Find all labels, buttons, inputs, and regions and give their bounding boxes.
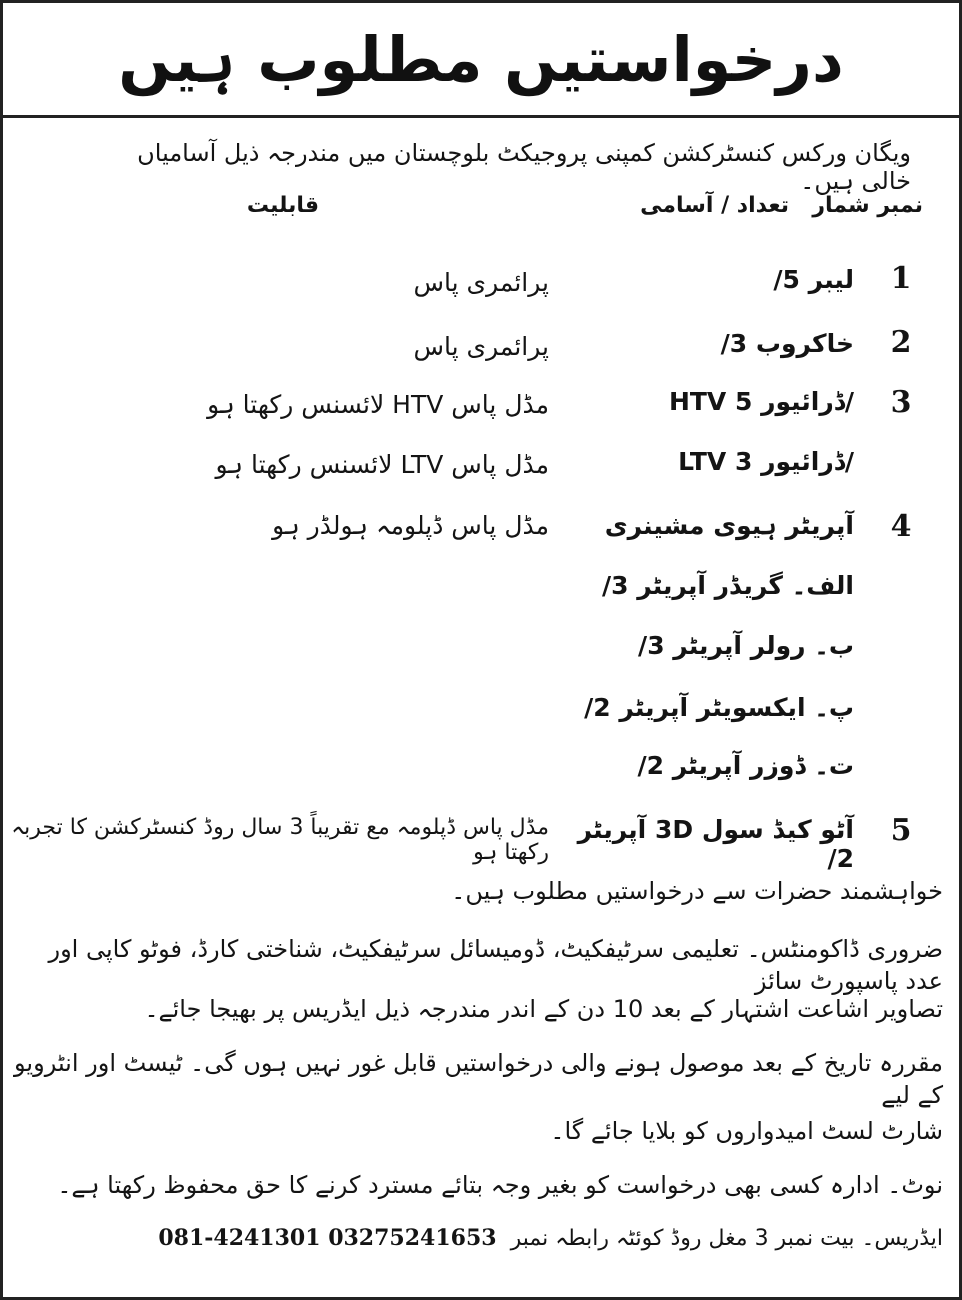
column-header-qualification: قابلیت bbox=[246, 193, 319, 218]
phone-numbers: 081-4241301 03275241653 bbox=[158, 1225, 497, 1251]
contact-line bbox=[13, 1225, 943, 1251]
paragraph: مقررہ تاریخ کے بعد موصول ہونے والی درخواستیں قابل غور نہیں ہوں گی۔ ٹیسٹ اور انٹرویو کے لیے bbox=[14, 1049, 943, 1110]
post-title: الف۔ گریڈر آپریٹر 3/ bbox=[602, 571, 854, 600]
qualification-text: پرائمری پاس bbox=[413, 332, 549, 361]
address-text: ایڈریس۔ بیت نمبر 3 مغل روڈ کوئٹہ رابطہ نمبر bbox=[510, 1225, 943, 1251]
post-title: آپریٹر ہیوی مشینری bbox=[604, 511, 854, 540]
paragraph: ضروری ڈاکومنٹس۔ تعلیمی سرٹیفکیٹ، ڈومیسائل سرٹیفکیٹ، شناختی کارڈ، فوٹو کاپی اور عدد پاسپورٹ سائز bbox=[48, 935, 943, 996]
column-header-serial: نمبر شمار bbox=[812, 193, 923, 218]
note-text: نوٹ۔ ادارہ کسی بھی درخواست کو بغیر وجہ بتائے مسترد کرنے کا حق محفوظ رکھتا ہے۔ bbox=[57, 1171, 943, 1199]
post-title: LTV ڈرائیور 3/ bbox=[678, 447, 854, 476]
post-title: لیبر 5/ bbox=[773, 265, 854, 294]
post-title: ب۔ رولر آپریٹر 3/ bbox=[638, 631, 854, 660]
post-title: آٹو کیڈ سول 3D آپریٹر 2/ bbox=[577, 815, 854, 873]
qualification-text: مڈل پاس LTV لائسنس رکھتا ہو bbox=[215, 450, 549, 479]
row-number: 5 bbox=[890, 813, 912, 848]
post-title: پ۔ ایکسویٹر آپریٹر 2/ bbox=[584, 693, 854, 722]
ad-header bbox=[3, 3, 959, 118]
row-number: 4 bbox=[890, 509, 912, 544]
post-title: HTV ڈرائیور 5/ bbox=[668, 387, 854, 416]
column-header-posts: تعداد / آسامی bbox=[640, 193, 789, 218]
row-number: 1 bbox=[890, 261, 912, 296]
intro-text: ویگان ورکس کنسٹرکشن کمپنی پروجیکٹ بلوچستان میں مندرجہ ذیل آسامیاں خالی ہیں۔ bbox=[137, 139, 911, 195]
post-title: خاکروب 3/ bbox=[720, 329, 854, 358]
post-title: ت۔ ڈوزر آپریٹر 2/ bbox=[637, 751, 854, 780]
paragraph: شارٹ لسٹ امیدواروں کو بلایا جائے گا۔ bbox=[550, 1117, 943, 1145]
paragraph: خواہشمند حضرات سے درخواستیں مطلوب ہیں۔ bbox=[451, 877, 943, 905]
ad-title: درخواستیں مطلوب ہیں bbox=[118, 22, 844, 96]
qualification-text: مڈل پاس ڈپلومہ ہولڈر ہو bbox=[272, 511, 549, 540]
row-number: 2 bbox=[890, 325, 912, 360]
qualification-text: مڈل پاس HTV لائسنس رکھتا ہو bbox=[207, 390, 549, 419]
qualification-text: پرائمری پاس bbox=[413, 268, 549, 297]
paragraph: تصاویر اشاعت اشتہار کے بعد 10 دن کے اندر مندرجہ ذیل ایڈریس پر بھیجا جائے۔ bbox=[144, 995, 943, 1023]
qualification-text: مڈل پاس ڈپلومہ مع تقریباً 3 سال روڈ کنسٹرکشن کا تجربہ رکھتا ہو bbox=[11, 815, 549, 865]
row-number: 3 bbox=[890, 385, 912, 420]
